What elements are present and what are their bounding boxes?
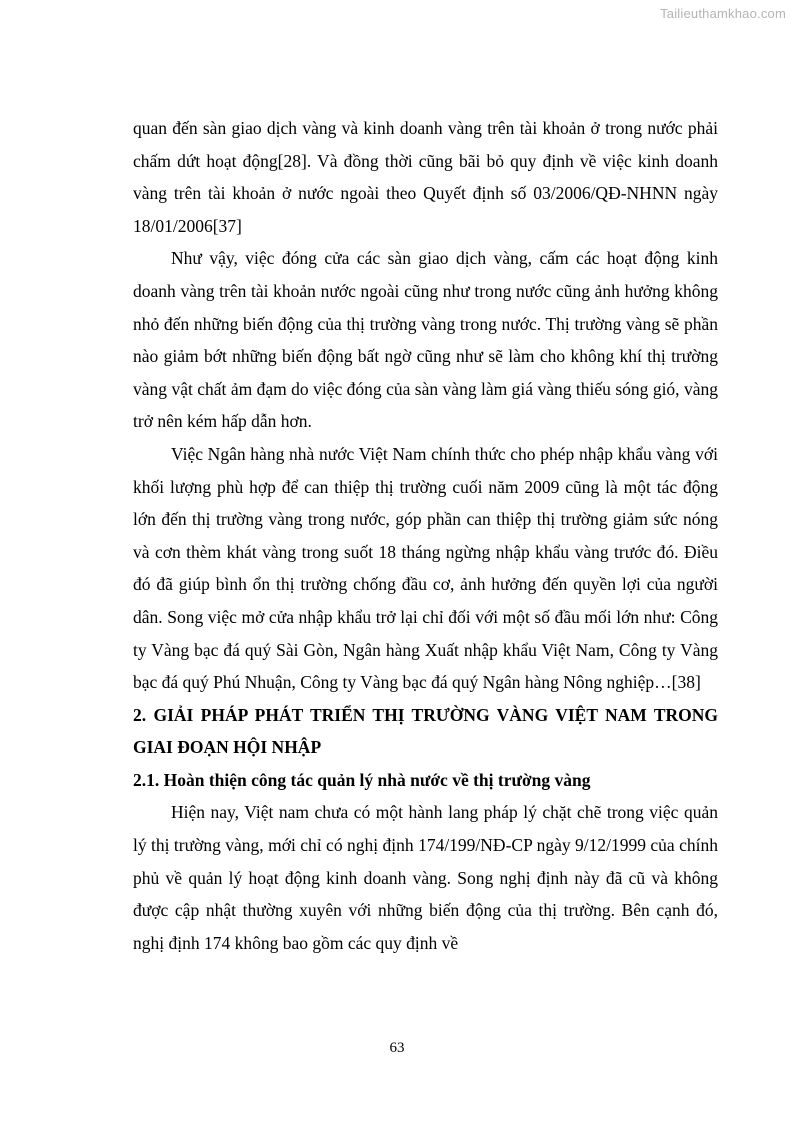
paragraph-continuation: quan đến sàn giao dịch vàng và kinh doanh vàng trên tài khoản ở trong nước phải chấm dứt hoạt động[28]. Và đồng thời cũng bãi bỏ quy định về việc kinh doanh vàng trên tài khoản ở nước ngoài theo Quyết định số 03/2006/QĐ-NHNN ngày 18/01/2006[37] [133,118,718,236]
section-heading: 2. GIẢI PHÁP PHÁT TRIỂN THỊ TRƯỜNG VÀNG VIỆT NAM TRONG GIAI ĐOẠN HỘI NHẬP [133,704,718,758]
paragraph-gold-import: Việc Ngân hàng nhà nước Việt Nam chính thức cho phép nhập khẩu vàng với khối lượng phù hợp để can thiệp thị trường cuối năm 2009 cũng là một tác động lớn đến thị trường vàng trong nước, góp phần can thiệp thị trường giảm sức nóng và cơn thèm khát vàng trong suốt 18 tháng ngừng nhập khẩu vàng trước đó. Điều đó đã giúp bình ổn thị trường chống đầu cơ, ảnh hưởng đến quyền lợi của người dân. Song việc mở cửa nhập khẩu trở lại chỉ đối với một số đầu mối lớn như: Công ty Vàng bạc đá quý Sài Gòn, Ngân hàng Xuất nhập khẩu Việt Nam, Công ty Vàng bạc đá quý Phú Nhuận, Công ty Vàng bạc đá quý Ngân hàng Nông nghiệp…[38] [133,443,718,693]
paragraph-legal-framework: Hiện nay, Việt nam chưa có một hành lang pháp lý chặt chẽ trong việc quản lý thị trường vàng, mới chỉ có nghị định 174/199/NĐ-CP ngày 9/12/1999 của chính phủ về quản lý hoạt động kinh doanh vàng. Song nghị định này đã cũ và không được cập nhật thường xuyên với những biến động của thị trường. Bên cạnh đó, nghị định 174 không bao gồm các quy định về [133,802,718,953]
subsection-heading: 2.1. Hoàn thiện công tác quản lý nhà nước về thị trường vàng [133,769,591,790]
page-number: 63 [389,1040,405,1056]
paragraph-gold-exchange-closure: Như vậy, việc đóng cửa các sàn giao dịch vàng, cấm các hoạt động kinh doanh vàng trên tài khoản nước ngoài cũng như trong nước cũng ảnh hưởng không nhỏ đến những biến động của thị trường vàng trong nước. Thị trường vàng sẽ phần nào giảm bớt những biến động bất ngờ cũng như sẽ làm cho không khí thị trường vàng vật chất ảm đạm do việc đóng của sàn vàng làm giá vàng thiếu sóng gió, vàng trở nên kém hấp dẫn hơn. [133,248,718,432]
page-body [133,112,718,959]
watermark: Tailieuthamkhao.com [660,6,786,21]
